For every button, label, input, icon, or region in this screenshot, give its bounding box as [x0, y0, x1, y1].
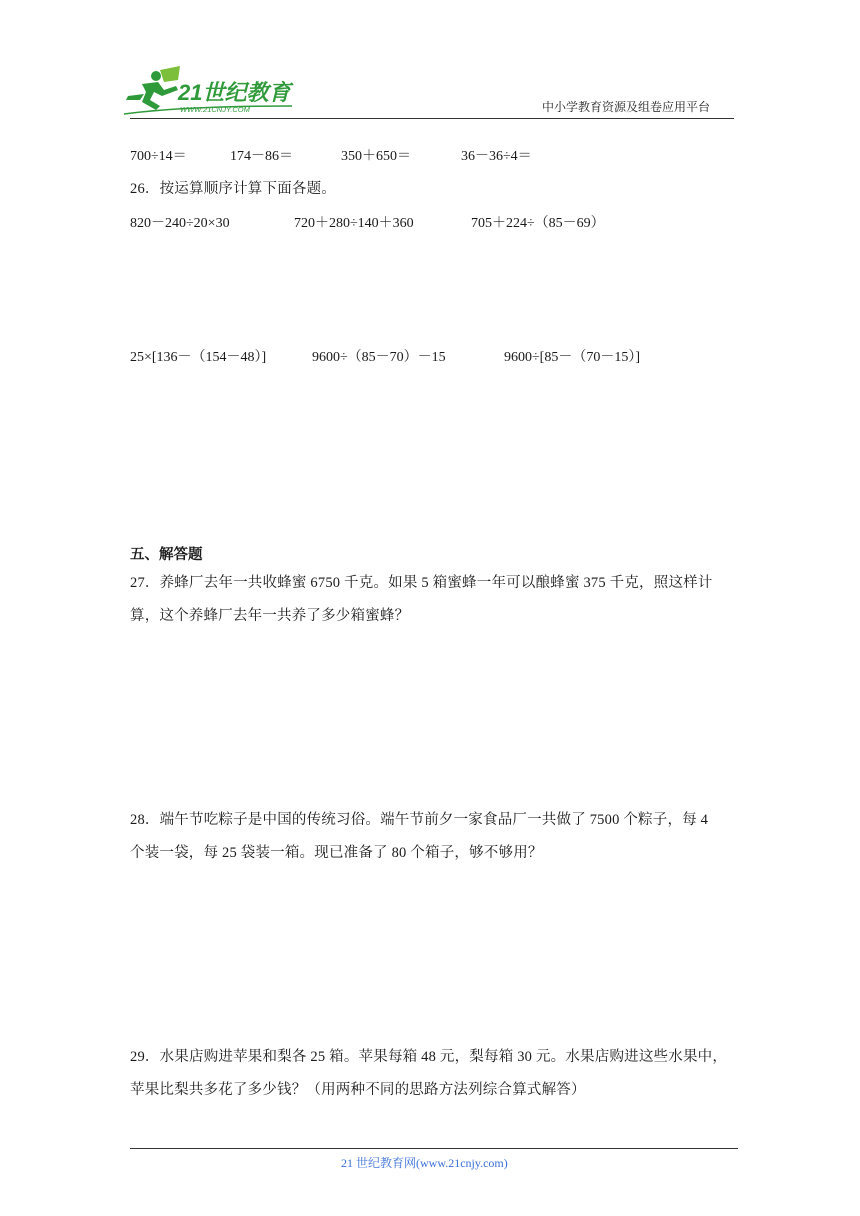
question-27-line: 27．养蜂厂去年一共收蜂蜜 6750 千克。如果 5 箱蜜蜂一年可以酿蜂蜜 375 千克，照这样计	[130, 575, 713, 591]
question-27-line: 算，这个养蜂厂去年一共养了多少箱蜜蜂？	[130, 608, 410, 624]
calc-item: 174－86＝	[230, 149, 293, 164]
question-29-line: 29．水果店购进苹果和梨各 25 箱。苹果每箱 48 元，梨每箱 30 元。水果店购进这些水果中，	[130, 1049, 728, 1065]
expression: 9600÷（85－70）－15	[312, 350, 446, 365]
expression: 25×[136－（154－48）]	[130, 350, 267, 365]
question-28-line: 个装一袋，每 25 袋装一箱。现已准备了 80 个箱子，够不够用？	[130, 845, 543, 861]
footer-divider	[130, 1148, 738, 1149]
question-29-line: 苹果比梨共多花了多少钱？（用两种不同的思路方法列综合算式解答）	[130, 1082, 586, 1098]
calc-item: 700÷14＝	[130, 149, 187, 164]
svg-text:21世纪教育: 21世纪教育	[178, 80, 291, 105]
svg-text:WWW.21CNJY.COM: WWW.21CNJY.COM	[180, 105, 250, 114]
expression: 720＋280÷140＋360	[294, 216, 414, 231]
calc-item: 350＋650＝	[341, 149, 411, 164]
platform-name: 中小学教育资源及组卷应用平台	[542, 100, 711, 114]
brand-logo	[124, 66, 294, 116]
expression: 820－240÷20×30	[130, 216, 230, 231]
section-title: 五、解答题	[130, 547, 203, 563]
header-divider	[130, 118, 734, 119]
expression: 705＋224÷（85－69）	[471, 216, 605, 231]
calc-item: 36－36÷4＝	[461, 149, 532, 164]
question-26-title: 26．按运算顺序计算下面各题。	[130, 181, 336, 197]
flag-icon	[160, 66, 180, 82]
expression: 9600÷[85－（70－15）]	[504, 350, 641, 365]
question-28-line: 28．端午节吃粽子是中国的传统习俗。端午节前夕一家食品厂一共做了 7500 个粽子，每 4	[130, 812, 709, 828]
footer-link[interactable]: 21 世纪教育网(www.21cnjy.com)	[341, 1156, 508, 1170]
